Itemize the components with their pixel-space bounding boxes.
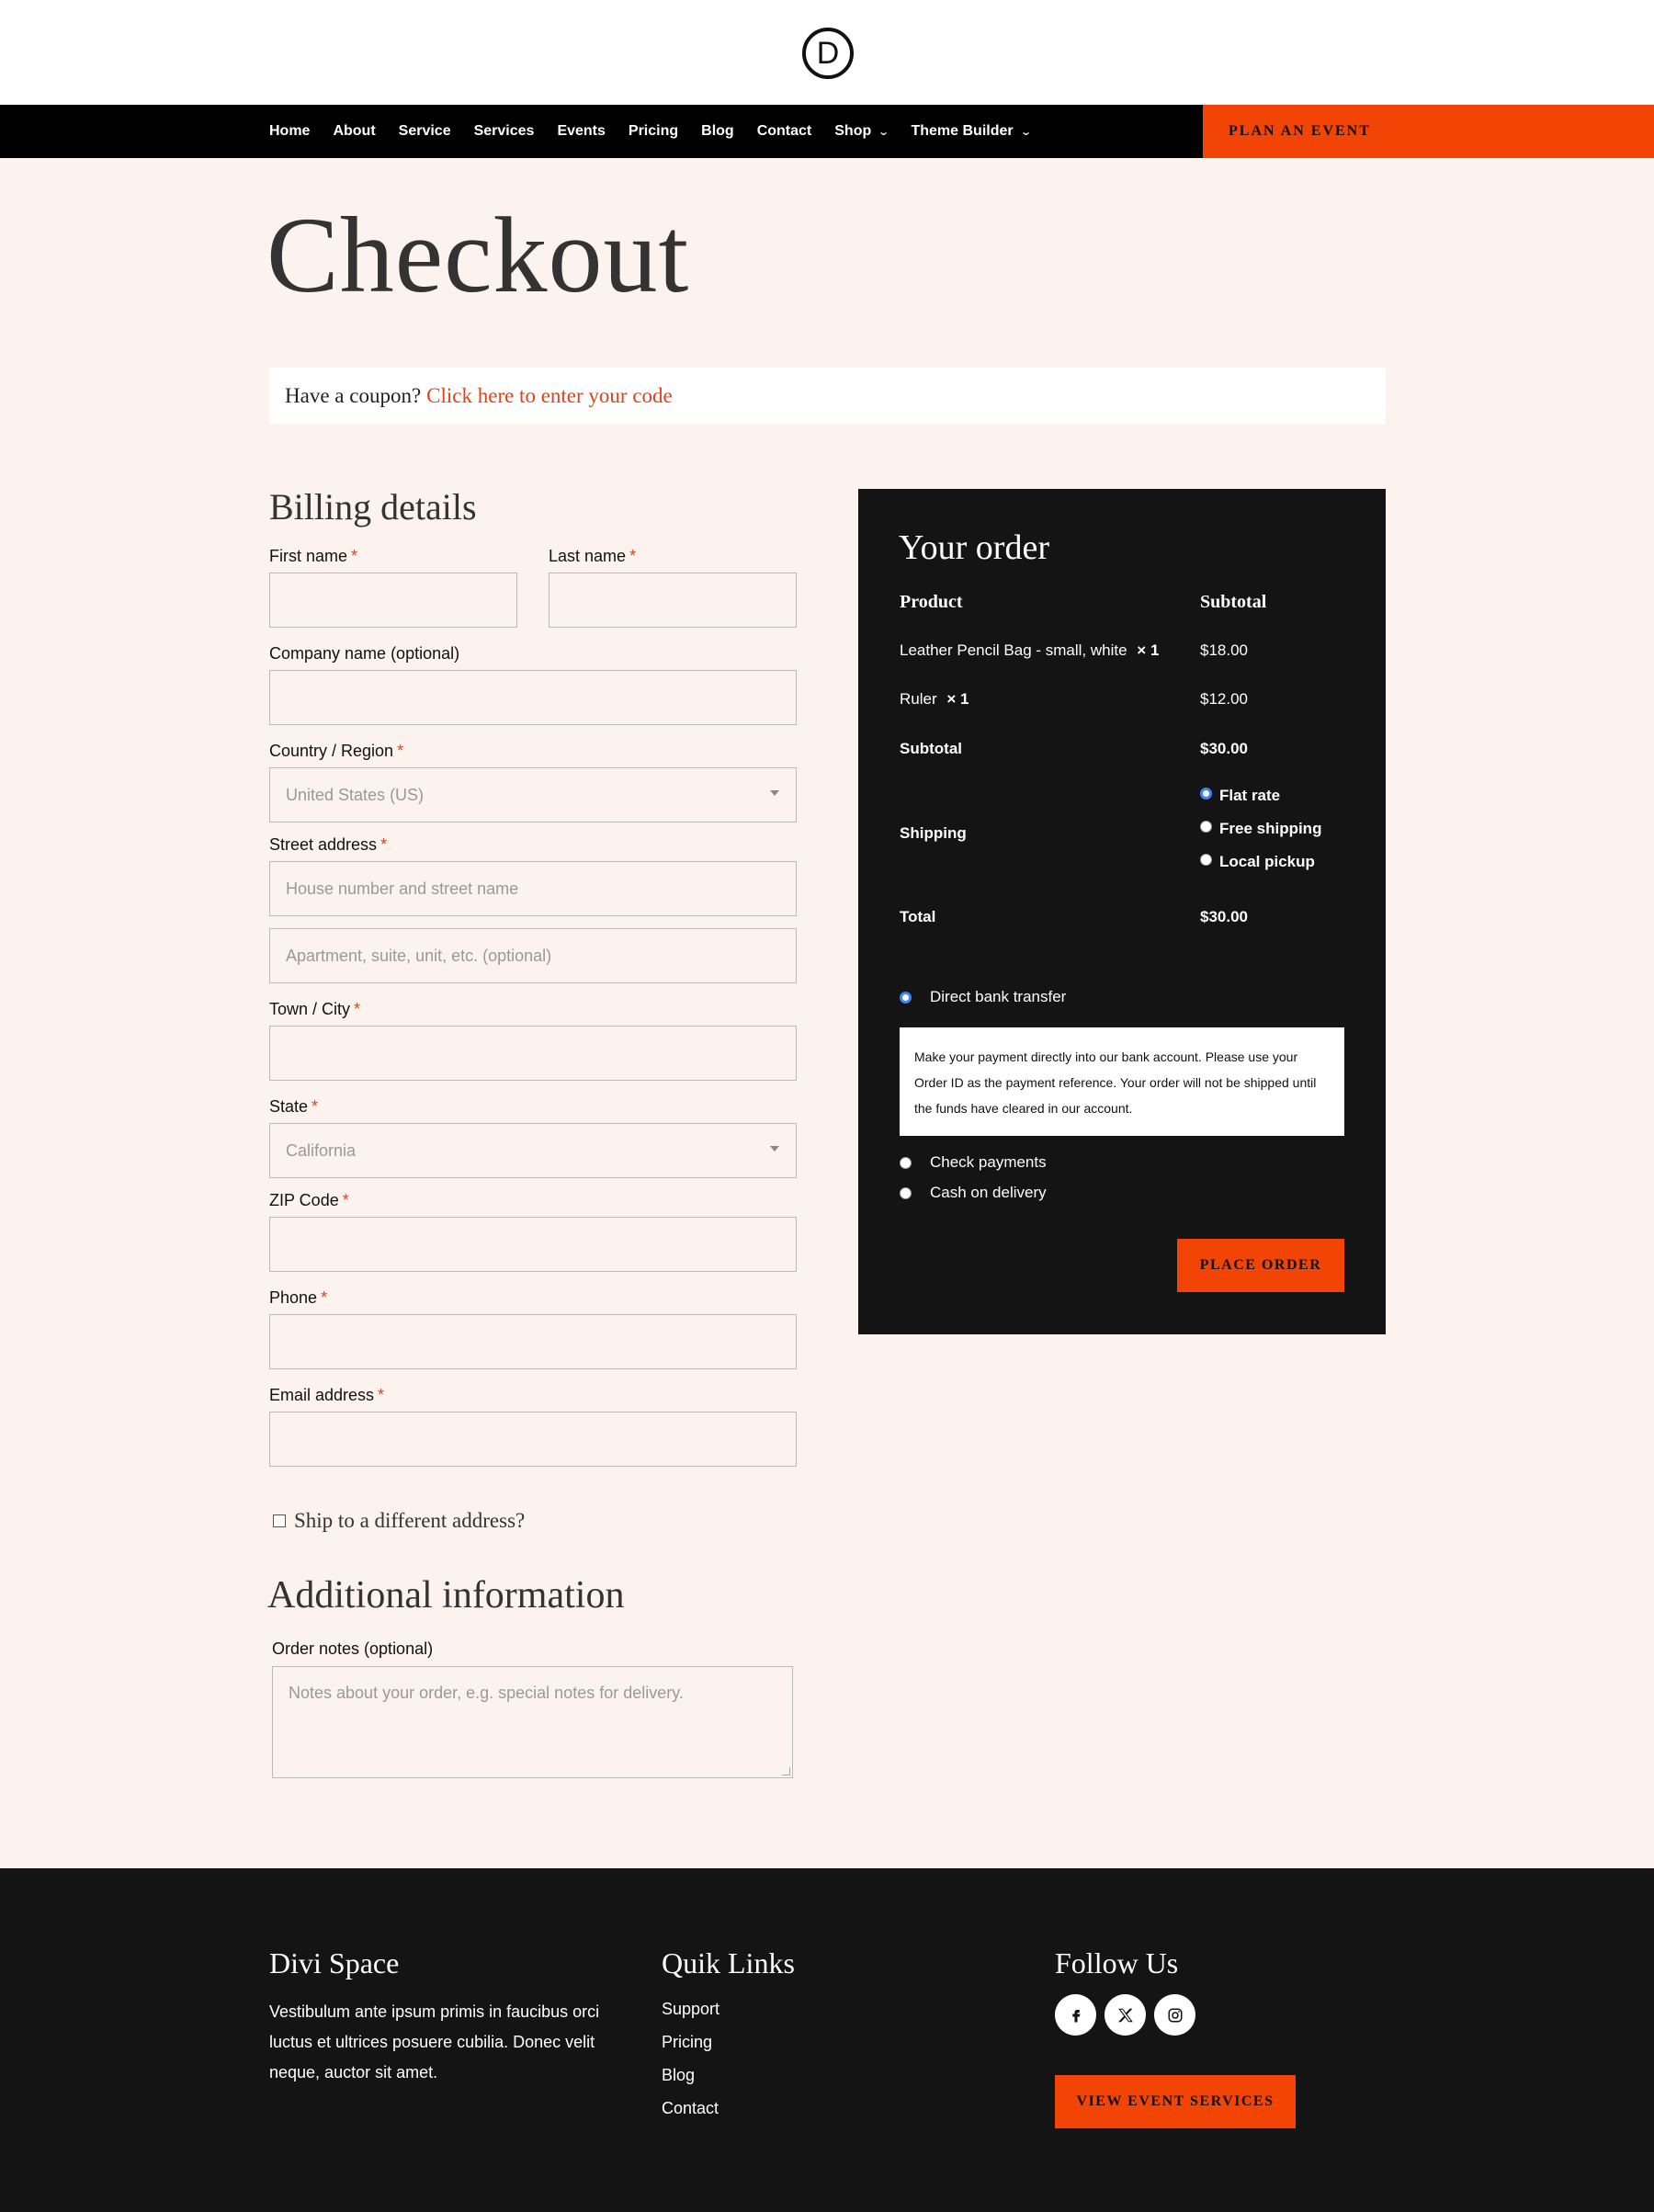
order-notes-textarea[interactable]: [272, 1666, 793, 1778]
footer-link-contact[interactable]: Contact: [662, 2099, 719, 2117]
required-mark: *: [312, 1097, 319, 1116]
nav-item-services[interactable]: [474, 123, 535, 140]
state-label: [269, 1097, 318, 1117]
ship-different-address: [273, 1509, 525, 1533]
placeholder-text: Notes about your order, e.g. special notes for delivery.: [289, 1684, 684, 1702]
footer-link-blog[interactable]: Blog: [662, 2066, 696, 2084]
radio-selected[interactable]: [1200, 788, 1212, 800]
required-mark: *: [629, 547, 637, 565]
required-mark: *: [342, 1191, 349, 1209]
shipping-label: Shipping: [900, 824, 967, 842]
placeholder-text: Apartment, suite, unit, etc. (optional): [286, 946, 552, 965]
label-text: Phone: [269, 1288, 318, 1307]
footer-about-title: Divi Space: [269, 1946, 400, 1979]
nav-menu: [269, 105, 1053, 158]
nav-label: Services: [473, 123, 535, 139]
plan-an-event-button[interactable]: PLAN AN EVENT: [1203, 105, 1654, 158]
divi-logo[interactable]: [802, 28, 854, 79]
email-label: [269, 1386, 384, 1405]
street-address-input[interactable]: [269, 861, 797, 916]
company-name-input[interactable]: [269, 670, 797, 725]
payment-method-label: Direct bank transfer: [930, 988, 1067, 1005]
state-value: California: [286, 1140, 357, 1160]
required-mark: *: [354, 1000, 361, 1018]
ship-different-checkbox[interactable]: [273, 1514, 286, 1527]
required-mark: *: [397, 742, 404, 760]
phone-label: [269, 1288, 327, 1308]
logo-letter: D: [816, 35, 840, 71]
zip-code-label: [269, 1191, 349, 1210]
street-address-2-input[interactable]: [269, 928, 797, 983]
order-item-row: [900, 641, 1159, 660]
label-text: Street address: [269, 835, 378, 854]
shipping-option-label: Local pickup: [1219, 853, 1315, 870]
chevron-down-icon: ⌄: [878, 126, 890, 138]
shipping-option-local-pickup[interactable]: [1200, 853, 1315, 871]
required-mark: *: [380, 835, 388, 854]
country-label: [269, 742, 403, 761]
instagram-glyph: [1167, 2007, 1184, 2024]
country-select[interactable]: [269, 767, 797, 822]
radio-unselected[interactable]: [900, 1187, 912, 1199]
nav-label: Shop: [834, 123, 872, 139]
shipping-option-flat-rate[interactable]: [1200, 787, 1280, 805]
payment-method-label: Check payments: [930, 1153, 1047, 1171]
footer-follow-title: Follow Us: [1055, 1946, 1179, 1979]
item-price: $18.00: [1200, 641, 1248, 659]
zip-code-input[interactable]: [269, 1217, 797, 1272]
country-value: United States (US): [286, 785, 425, 804]
resize-handle-icon[interactable]: [782, 1767, 790, 1775]
x-glyph: [1117, 2007, 1134, 2024]
nav-label: Events: [557, 123, 606, 139]
nav-label: Pricing: [628, 123, 679, 139]
email-input[interactable]: [269, 1412, 797, 1467]
coupon-notice: [269, 368, 1386, 424]
label-text: Last name: [549, 547, 627, 565]
nav-item-theme-builder[interactable]: [911, 123, 1032, 140]
company-name-label: Company name (optional): [269, 644, 460, 663]
item-quantity: × 1: [946, 690, 969, 708]
nav-item-service[interactable]: [399, 123, 451, 140]
footer-link-pricing[interactable]: Pricing: [662, 2033, 713, 2051]
phone-input[interactable]: [269, 1314, 797, 1369]
shipping-option-label: Flat rate: [1219, 787, 1281, 804]
nav-item-about[interactable]: [333, 123, 375, 140]
subtotal-label: Subtotal: [900, 740, 962, 757]
label-text: Email address: [269, 1386, 375, 1404]
footer-about-text: Vestibulum ante ipsum primis in faucibus orci luctus et ultrices posuere cubilia. Donec velit neque, auctor sit amet.: [269, 2002, 600, 2082]
city-label: [269, 1000, 360, 1019]
payment-method-label: Cash on delivery: [930, 1184, 1047, 1201]
item-quantity: × 1: [1137, 641, 1160, 659]
shipping-option-free-shipping[interactable]: [1200, 820, 1321, 838]
site-footer: [0, 1868, 1654, 2212]
chevron-down-icon: ⌄: [1019, 126, 1032, 138]
item-name: Ruler: [900, 690, 937, 708]
footer-links-title: Quik Links: [662, 1946, 795, 1979]
product-column-header: Product: [900, 592, 963, 612]
label-text: Town / City: [269, 1000, 351, 1018]
nav-item-home[interactable]: [269, 123, 310, 140]
payment-method-cod[interactable]: [900, 1184, 1047, 1202]
additional-information-heading: Additional information: [267, 1574, 625, 1616]
total-value: $30.00: [1200, 908, 1248, 925]
last-name-label: [549, 547, 636, 566]
nav-item-shop[interactable]: [834, 123, 888, 140]
facebook-icon[interactable]: [1055, 1994, 1096, 2036]
nav-label: Blog: [701, 123, 734, 139]
nav-item-contact[interactable]: [757, 123, 812, 140]
top-header: [0, 0, 1654, 105]
city-input[interactable]: [269, 1026, 797, 1081]
radio-unselected[interactable]: [1200, 854, 1212, 866]
first-name-input[interactable]: [269, 573, 517, 628]
nav-label: About: [333, 123, 376, 139]
instagram-icon[interactable]: [1154, 1994, 1195, 2036]
subtotal-column-header: Subtotal: [1200, 592, 1267, 612]
total-label: Total: [900, 908, 936, 925]
order-notes-label: Order notes (optional): [272, 1639, 434, 1658]
payment-method-bank-transfer[interactable]: [900, 988, 1066, 1006]
state-select[interactable]: [269, 1123, 797, 1178]
payment-method-check[interactable]: [900, 1153, 1047, 1172]
placeholder-text: House number and street name: [286, 879, 519, 898]
required-mark: *: [321, 1288, 328, 1307]
order-item-row: [900, 690, 969, 709]
dropdown-caret-icon: [770, 1146, 779, 1151]
required-mark: *: [378, 1386, 385, 1404]
item-name: Leather Pencil Bag - small, white: [900, 641, 1127, 659]
subtotal-value: $30.00: [1200, 740, 1248, 757]
x-twitter-icon[interactable]: [1105, 1994, 1146, 2036]
coupon-link[interactable]: Click here to enter your code: [426, 383, 673, 407]
required-mark: *: [351, 547, 358, 565]
label-text: ZIP Code: [269, 1191, 339, 1209]
label-text: Country / Region: [269, 742, 394, 760]
dropdown-caret-icon: [770, 790, 779, 796]
first-name-label: [269, 547, 357, 566]
shipping-option-label: Free shipping: [1219, 820, 1322, 837]
street-address-label: [269, 835, 387, 855]
billing-details-heading: Billing details: [269, 486, 477, 527]
nav-label: Contact: [756, 123, 812, 139]
nav-label: Theme Builder: [911, 123, 1014, 139]
facebook-glyph: [1068, 2007, 1084, 2024]
footer-link-support[interactable]: Support: [662, 2000, 720, 2018]
nav-item-events[interactable]: [557, 123, 605, 140]
item-price: $12.00: [1200, 690, 1248, 708]
radio-unselected[interactable]: [1200, 821, 1212, 833]
nav-label: Home: [269, 123, 311, 139]
ship-different-label[interactable]: Ship to a different address?: [294, 1509, 526, 1532]
radio-selected[interactable]: [900, 992, 912, 1004]
last-name-input[interactable]: [549, 573, 797, 628]
nav-label: Service: [398, 123, 451, 139]
your-order-heading: Your order: [899, 528, 1049, 567]
nav-item-blog[interactable]: [701, 123, 734, 140]
label-text: State: [269, 1097, 309, 1116]
nav-item-pricing[interactable]: [629, 123, 678, 140]
page-title: Checkout: [266, 195, 690, 315]
view-event-services-button[interactable]: VIEW EVENT SERVICES: [1055, 2075, 1296, 2128]
order-review-panel: [858, 489, 1386, 1334]
place-order-button[interactable]: PLACE ORDER: [1177, 1239, 1344, 1292]
label-text: First name: [269, 547, 348, 565]
radio-unselected[interactable]: [900, 1157, 912, 1169]
coupon-text: Have a coupon?: [285, 383, 422, 407]
payment-description-box: Make your payment directly into our bank account. Please use your Order ID as the payment reference. Your order will not be shipped until the funds have cleared in our account.: [900, 1027, 1344, 1136]
